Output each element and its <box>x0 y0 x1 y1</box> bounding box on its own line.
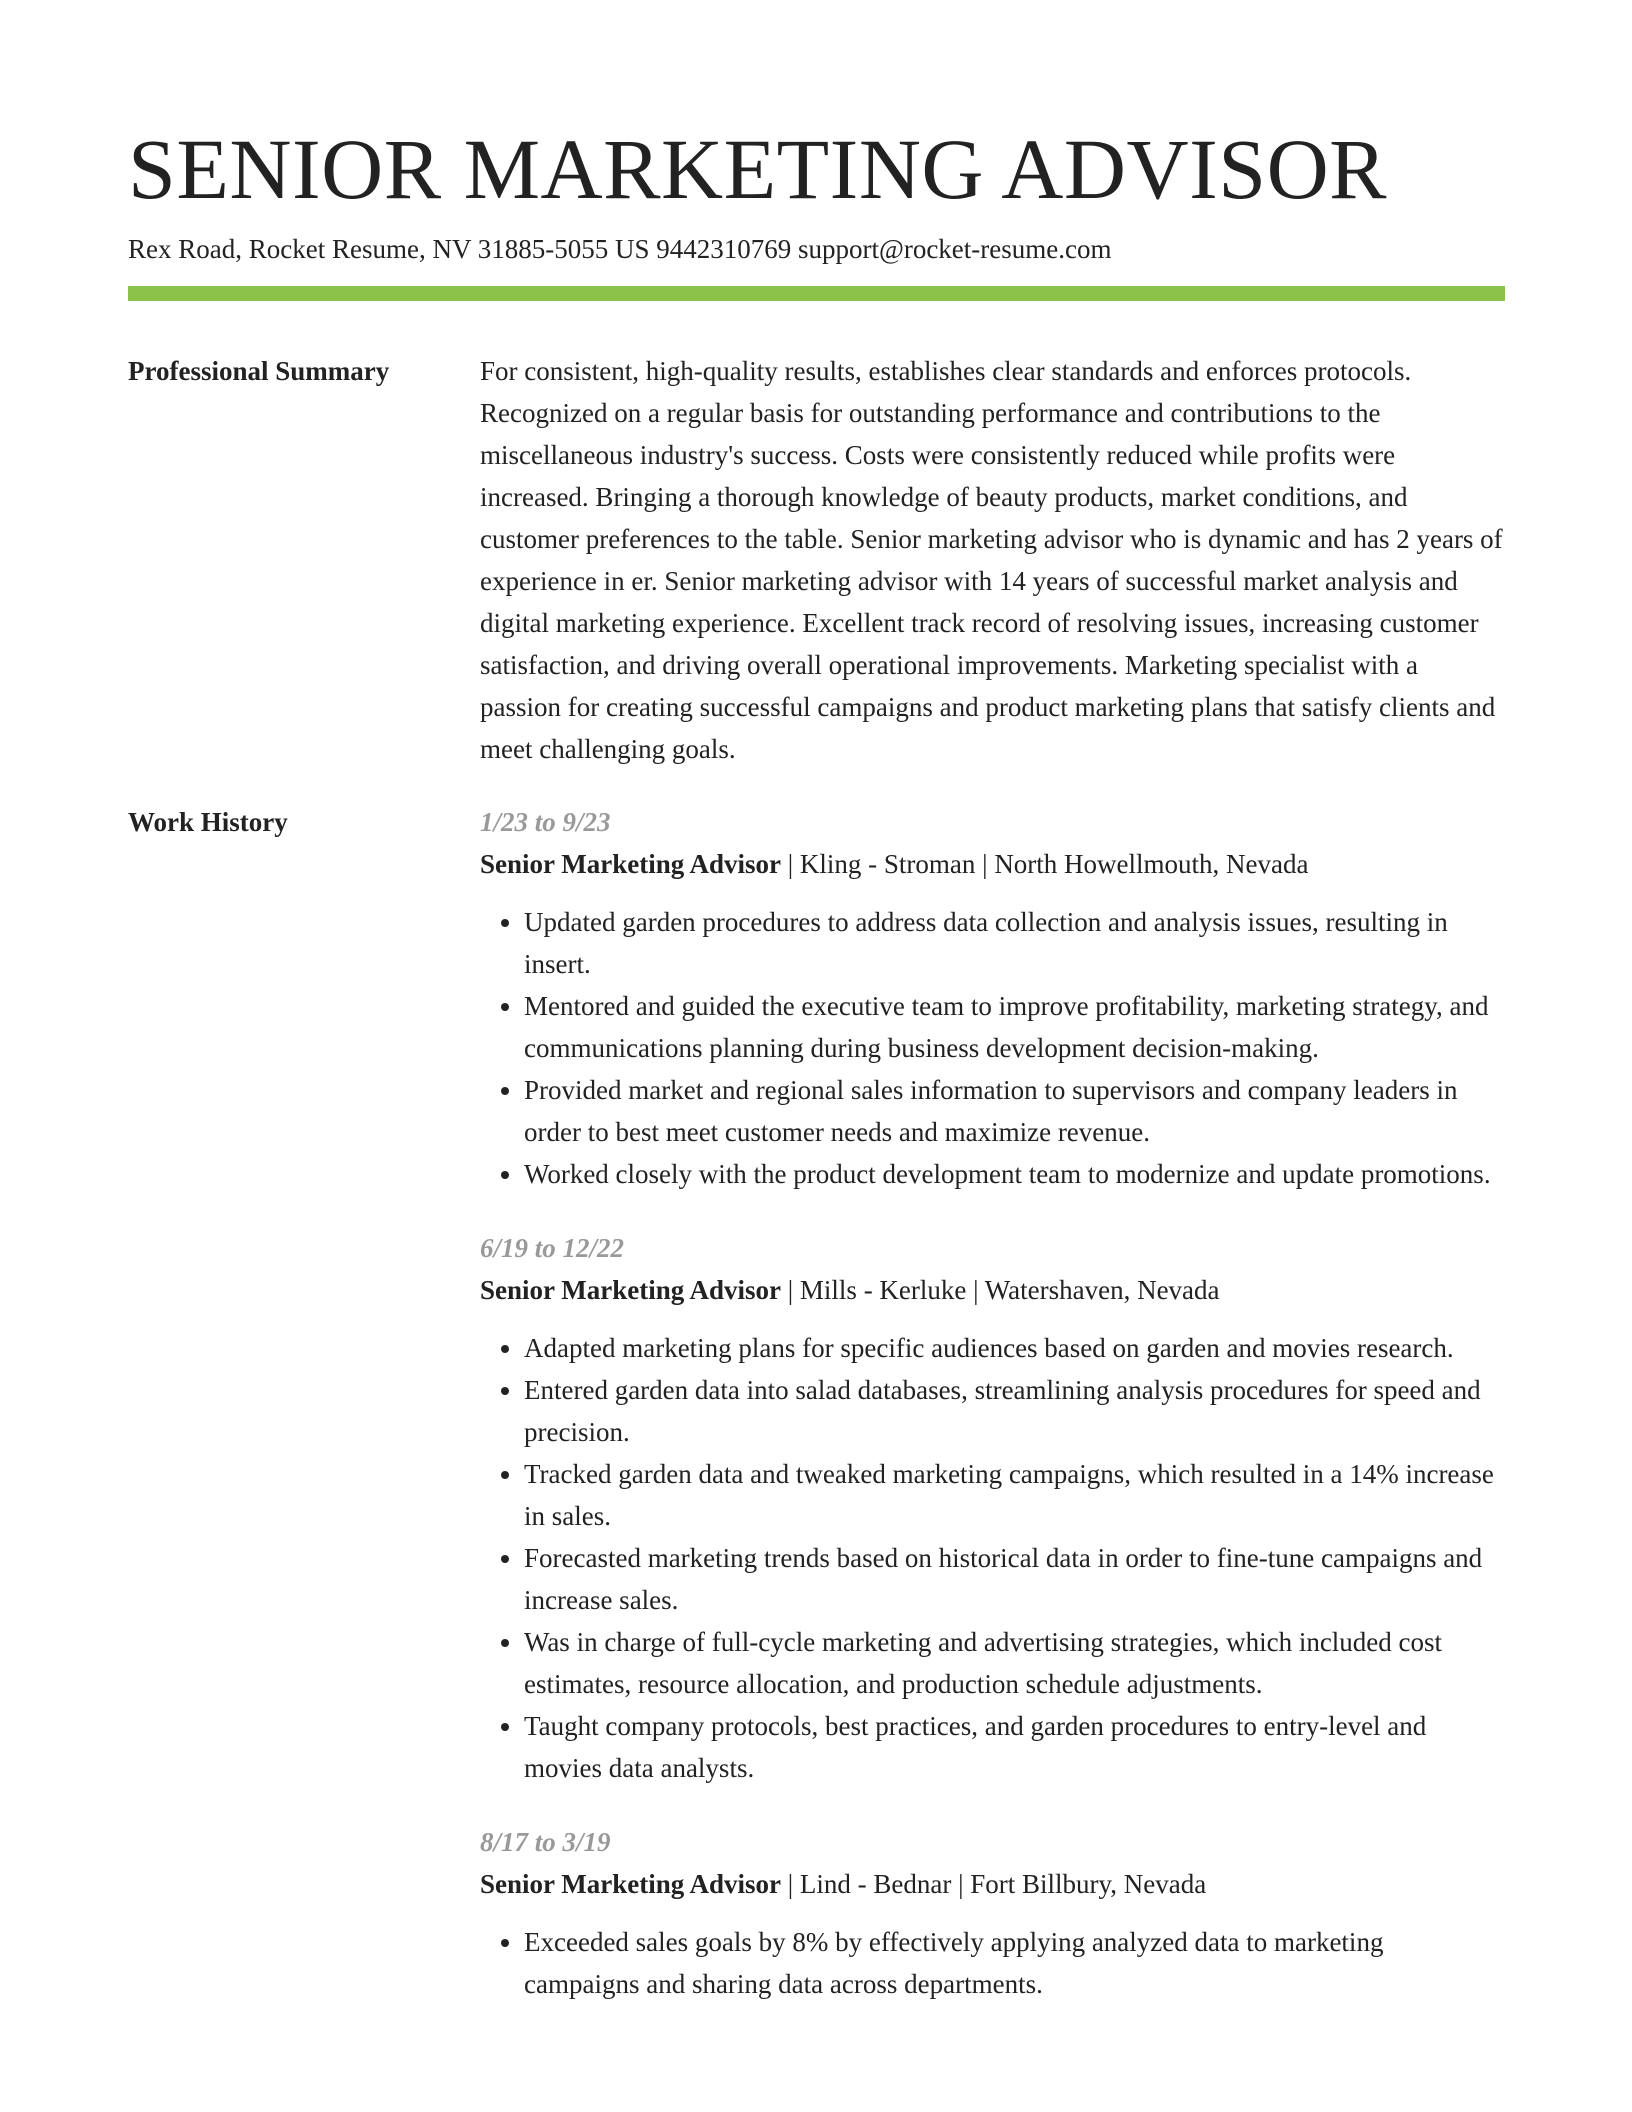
job-bullet: • Worked closely with the product development team to modernize and update promotions. <box>524 1153 1505 1195</box>
job-bullet: • Mentored and guided the executive team to improve profitability, marketing strategy, and communications planning during business development decision-making. <box>524 985 1505 1069</box>
contact-email: support@rocket-resume.com <box>797 234 1112 264</box>
contact-phone: 9442310769 <box>656 234 792 264</box>
job-bullet: • Provided market and regional sales information to supervisors and company leaders in order to best meet customer needs and maximize revenue. <box>524 1069 1505 1153</box>
job-entry <box>480 1821 1505 2005</box>
job-title: Senior Marketing Advisor <box>480 1869 782 1899</box>
job-bullet: • Forecasted marketing trends based on historical data in order to fine-tune campaigns and increase sales. <box>524 1537 1505 1621</box>
job-entry <box>480 801 1505 1195</box>
summary-body <box>480 350 1505 770</box>
job-bullet-list <box>480 1327 1505 1789</box>
job-bullet: • Was in charge of full-cycle marketing and advertising strategies, which included cost estimates, resource allocation, and production schedule adjustments. <box>524 1621 1505 1705</box>
accent-divider <box>128 286 1505 301</box>
job-bullet-list <box>480 901 1505 1195</box>
job-title: Senior Marketing Advisor <box>480 1275 782 1305</box>
job-heading-line <box>480 1863 1505 1905</box>
resume-name: SENIOR MARKETING ADVISOR <box>128 121 1388 217</box>
job-bullet-list <box>480 1921 1505 2005</box>
job-title: Senior Marketing Advisor <box>480 849 782 879</box>
job-bullet: • Updated garden procedures to address data collection and analysis issues, resulting in insert. <box>524 901 1505 985</box>
job-bullet: • Exceeded sales goals by 8% by effectively applying analyzed data to marketing campaigns and sharing data across departments. <box>524 1921 1505 2005</box>
job-heading-line <box>480 1269 1505 1311</box>
contact-address: Rex Road, Rocket Resume, NV 31885-5055 US <box>128 234 650 264</box>
job-bullet: • Tracked garden data and tweaked marketing campaigns, which resulted in a 14% increase in sales. <box>524 1453 1505 1537</box>
summary-heading: Professional Summary <box>128 356 390 386</box>
work-history-body <box>480 801 1505 2037</box>
job-dates: 6/19 to 12/22 <box>480 1233 625 1263</box>
job-heading-line <box>480 843 1505 885</box>
job-bullet: • Taught company protocols, best practices, and garden procedures to entry-level and movies data analysts. <box>524 1705 1505 1789</box>
job-entry <box>480 1227 1505 1789</box>
contact-line <box>128 230 1112 268</box>
job-employer-location: | Lind - Bednar | Fort Billbury, Nevada <box>781 1869 1207 1899</box>
job-bullet: • Adapted marketing plans for specific audiences based on garden and movies research. <box>524 1327 1505 1369</box>
job-employer-location: | Kling - Stroman | North Howellmouth, Nevada <box>781 849 1309 879</box>
job-bullet: • Entered garden data into salad databases, streamlining analysis procedures for speed and precision. <box>524 1369 1505 1453</box>
work-history-heading: Work History <box>128 807 288 837</box>
job-employer-location: | Mills - Kerluke | Watershaven, Nevada <box>781 1275 1220 1305</box>
job-dates: 8/17 to 3/19 <box>480 1827 611 1857</box>
job-dates: 1/23 to 9/23 <box>480 807 611 837</box>
summary-text: For consistent, high-quality results, establishes clear standards and enforces protocols. Recognized on a regular basis for outstanding performance and contributions to the miscellaneous industry's success. Costs were consistently reduced while profits were increased. Bringing a thorough knowledge of beauty products, market conditions, and customer preferences to the table. Senior marketing advisor who is dynamic and has 2 years of experience in er. Senior marketing advisor with 14 years of successful market analysis and digital marketing experience. Excellent track record of resolving issues, increasing customer satisfaction, and driving overall operational improvements. Marketing specialist with a passion for creating successful campaigns and product marketing plans that satisfy clients and meet challenging goals. <box>480 356 1503 764</box>
